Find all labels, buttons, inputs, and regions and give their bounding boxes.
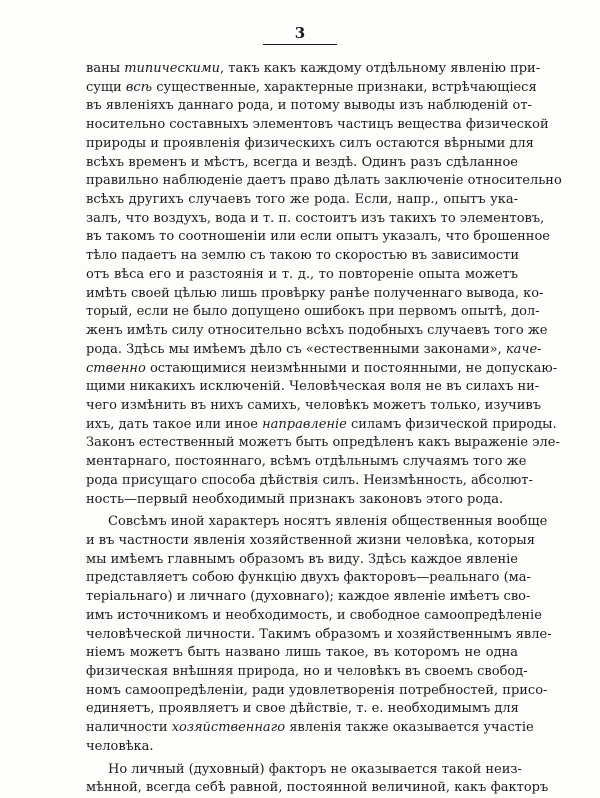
text-line [86, 285, 544, 304]
text-segment: рода присущаго способа дѣйствія силъ. Неизмѣнность, абсолют- [86, 472, 533, 488]
text-segment: единяетъ, проявляетъ и свое дѣйствіе, т. е. необходимымъ для [86, 701, 519, 717]
text-line [86, 626, 552, 645]
text-line [86, 266, 518, 285]
text-segment: ность—первый необходимый признакъ законовъ этого рода. [86, 491, 504, 507]
text-line [86, 761, 522, 780]
text-line [86, 60, 541, 79]
text-line [86, 191, 518, 210]
text-segment: въ такомъ то соотношеніи или если опытъ указалъ, что брошенное [86, 229, 550, 245]
text-segment: ніемъ можетъ быть названо лишь такое, въ которомъ не одна [86, 645, 518, 661]
text-line [86, 644, 518, 663]
text-line [86, 491, 518, 510]
text-segment: имъ источникомъ и необходимость, и свободное самоопредѣленіе [86, 607, 542, 623]
text-line [86, 738, 518, 757]
italic-text-segment: типическими [124, 61, 221, 76]
text-line [86, 532, 535, 551]
text-line [86, 779, 549, 798]
text-segment: , такъ какъ каждому отдѣльному явленію при- [220, 61, 541, 76]
text-line [86, 247, 518, 266]
text-segment: номъ самоопредѣленіи, ради удовлетворенія потребностей, присо- [86, 682, 548, 698]
text-line [86, 472, 533, 491]
text-line [86, 228, 550, 247]
italic-text-segment: всѣ [125, 79, 153, 95]
text-segment: щими никакихъ исключеній. Человѣческая воля не въ силахъ ни- [86, 379, 540, 395]
text-segment: человѣка. [86, 738, 154, 754]
text-segment: мѣнной, всегда себѣ равной, постоянной величиной, какъ факторъ [86, 780, 549, 796]
text-line [86, 360, 558, 379]
text-line [86, 682, 548, 701]
text-segment: Законъ естественный можетъ быть опредѣленъ какъ выраженіе эле- [86, 435, 560, 451]
text-line [86, 700, 518, 719]
text-segment: Совсѣмъ иной характеръ носятъ явленія общественныя вообще [108, 514, 548, 530]
text-segment: въ явленіяхъ даннаго рода, и потому выводы изъ наблюденій от- [86, 98, 532, 114]
text-line [86, 341, 542, 360]
text-segment: всѣхъ временъ и мѣстъ, всегда и вездѣ. Одинъ разъ сдѣланное [86, 154, 518, 170]
text-line [86, 588, 531, 607]
text-line [86, 569, 531, 588]
text-line [86, 378, 540, 397]
italic-text-segment: каче- [505, 341, 542, 357]
text-segment: торый, если не было допущено ошибокъ при первомъ опытѣ, дол- [86, 304, 540, 320]
text-segment: всѣхъ другихъ случаевъ того же рода. Если, напр., опытъ ука- [86, 192, 518, 208]
text-line [86, 551, 518, 570]
page-number: 3 [294, 24, 306, 42]
text-segment: мы имѣемъ главнымъ образомъ въ виду. Здѣсь каждое явленіе [86, 551, 518, 567]
header-rule [263, 44, 337, 45]
text-segment: силамъ физической природы. [346, 416, 557, 432]
text-segment: и въ частности явленія хозяйственной жизни человѣка, которыя [86, 532, 535, 548]
text-segment: ихъ, дать такое или иное [86, 416, 263, 432]
text-segment: женъ имѣть силу относительно всѣхъ подобныхъ случаевъ того же [86, 323, 548, 339]
text-segment: правильно наблюденіе даетъ право дѣлать заключеніе относительно [86, 173, 562, 189]
text-line [86, 397, 542, 416]
text-segment: Но личный (духовный) факторъ не оказывается такой неиз- [108, 761, 522, 777]
text-segment: физическая внѣшняя природа, но и человѣкъ въ своемъ свобод- [86, 664, 528, 679]
text-line [86, 434, 560, 453]
text-line [86, 79, 537, 98]
text-segment: отъ вѣса его и разстоянія и т. д., то повтореніе опыта можетъ [86, 266, 518, 282]
text-segment: теріальнаго) и личнаго (духовнаго); каждое явленіе имѣетъ сво- [86, 589, 531, 605]
text-segment: наличности [86, 720, 172, 736]
text-segment: остающимися неизмѣнными и постоянными, не допускаю- [145, 360, 558, 376]
text-segment: ментарнаго, постояннаго, всѣмъ отдѣльнымъ случаямъ того же [86, 454, 527, 470]
text-segment: явленія также оказывается участіе [285, 720, 534, 736]
text-segment: ваны [86, 61, 125, 76]
text-segment: залъ, что воздухъ, вода и т. п. состоитъ изъ такихъ то элементовъ, [86, 210, 545, 226]
text-line [86, 663, 528, 682]
text-segment: сущи [86, 79, 126, 95]
text-line [86, 719, 534, 738]
text-segment: природы и проявленія физическихъ силъ остаются вѣрными для [86, 135, 534, 151]
text-segment: чего измѣнить въ нихъ самихъ, человѣкъ можетъ только, изучивъ [86, 397, 542, 413]
text-segment: человѣческой личности. Такимъ образомъ и хозяйственнымъ явле- [86, 626, 552, 642]
text-line [86, 303, 540, 322]
text-line [86, 135, 534, 154]
text-line [86, 322, 548, 341]
page-header [0, 24, 600, 45]
text-line [86, 154, 518, 173]
text-line [86, 607, 542, 626]
italic-text-segment: хозяйственнаго [171, 720, 286, 736]
text-segment: носительно составныхъ элементовъ частицъ вещества физической [86, 117, 549, 133]
italic-text-segment: ственно [86, 360, 146, 376]
text-segment: тѣло падаетъ на землю съ такою то скоростью въ зависимости [86, 248, 519, 264]
italic-text-segment: направленіе [262, 416, 347, 432]
text-segment: существенные, характерные признаки, встрѣчающіеся [152, 79, 537, 95]
text-line [86, 513, 548, 532]
text-segment: рода. Здѣсь мы имѣемъ дѣло съ «естественными законами», [86, 341, 506, 357]
body-text [86, 60, 562, 798]
text-line [86, 172, 562, 191]
text-line [86, 116, 549, 135]
text-line [86, 416, 557, 435]
text-segment: имѣть своей цѣлью лишь провѣрку ранѣе полученнаго вывода, ко- [86, 285, 544, 301]
text-line [86, 210, 545, 229]
text-segment: представляетъ собою функцію двухъ факторовъ—реальнаго (ма- [86, 570, 531, 586]
text-line [86, 453, 527, 472]
text-line [86, 97, 532, 116]
